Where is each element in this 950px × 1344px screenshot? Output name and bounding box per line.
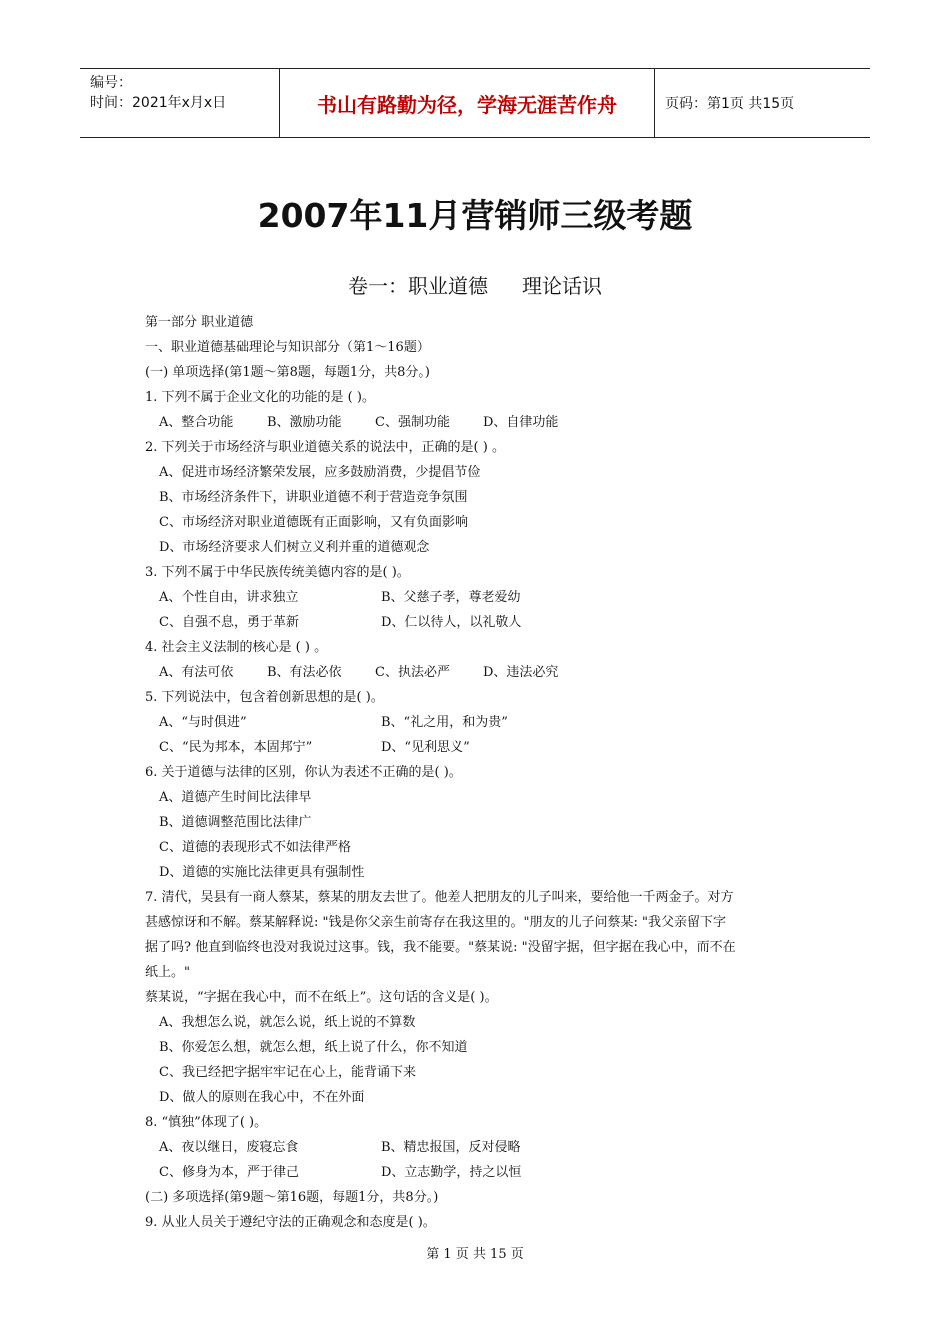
question-7-text: 纸上。" xyxy=(145,965,190,980)
question-8-options xyxy=(145,1135,810,1160)
question-5-options xyxy=(145,710,810,735)
option: A、个性自由，讲求独立 xyxy=(159,590,299,605)
section-subheading: 一、职业道德基础理论与知识部分（第1～16题） xyxy=(145,340,430,355)
option: C、修身为本，严于律己 xyxy=(159,1165,299,1180)
question-group-heading: (一) 单项选择(第1题～第8题，每题1分，共8分。) xyxy=(145,365,431,380)
option: A、我想怎么说，就怎么说，纸上说的不算数 xyxy=(159,1015,416,1030)
header-meta xyxy=(80,69,280,137)
option: B、“礼之用，和为贵” xyxy=(381,715,508,730)
question-8-options xyxy=(145,1160,810,1185)
question-1-options xyxy=(145,410,810,435)
option: C、我已经把字据牢牢记在心上，能背诵下来 xyxy=(159,1065,416,1080)
option: D、自律功能 xyxy=(483,415,559,430)
question-7-text: 7. 清代，吴县有一商人蔡某，蔡某的朋友去世了。他差人把朋友的儿子叫来，要给他一千两金子。对方 xyxy=(145,890,734,905)
document-subtitle xyxy=(0,270,950,299)
question-9: 9. 从业人员关于遵纪守法的正确观念和态度是( )。 xyxy=(145,1215,436,1230)
option: C、执法必严 xyxy=(375,665,450,680)
subtitle-left: 卷一：职业道德 xyxy=(348,274,488,298)
question-6: 6. 关于道德与法律的区别，你认为表述不正确的是( )。 xyxy=(145,765,462,780)
question-3-options xyxy=(145,610,810,635)
option: A、整合功能 xyxy=(159,415,234,430)
option: A、道德产生时间比法律早 xyxy=(159,790,312,805)
question-1: 1. 下列不属于企业文化的功能的是 ( )。 xyxy=(145,390,375,405)
question-group-heading: (二) 多项选择(第9题～第16题，每题1分，共8分。) xyxy=(145,1190,439,1205)
header-motto: 书山有路勤为径，学海无涯苦作舟 xyxy=(280,69,655,137)
section-heading: 第一部分 职业道德 xyxy=(145,315,254,330)
question-3: 3. 下列不属于中华民族传统美德内容的是( )。 xyxy=(145,565,410,580)
question-4-options xyxy=(145,660,810,685)
option: B、你爱怎么想，就怎么想，纸上说了什么，你不知道 xyxy=(159,1040,468,1055)
option: A、有法可依 xyxy=(159,665,234,680)
option: B、道德调整范围比法律广 xyxy=(159,815,312,830)
option: A、夜以继日，废寝忘食 xyxy=(159,1140,299,1155)
question-5-options xyxy=(145,735,810,760)
question-4: 4. 社会主义法制的核心是 ( ) 。 xyxy=(145,640,328,655)
question-7-text: 甚感惊讶和不解。蔡某解释说: "钱是你父亲生前寄存在我这里的。"朋友的儿子问蔡某: "我父亲留下字 xyxy=(145,915,726,930)
option: D、违法必究 xyxy=(483,665,559,680)
page-footer: 第 1 页 共 15 页 xyxy=(426,1247,524,1262)
option: C、自强不息，勇于革新 xyxy=(159,615,299,630)
option: C、市场经济对职业道德既有正面影响，又有负面影响 xyxy=(159,515,468,530)
option: B、精忠报国，反对侵略 xyxy=(381,1140,521,1155)
header-time: 时间：2021年x月x日 xyxy=(90,95,227,111)
question-3-options xyxy=(145,585,810,610)
question-7-text: 据了吗? 他直到临终也没对我说过这事。钱，我不能要。"蔡某说: "没留字据，但字据在我心中，而不在 xyxy=(145,940,736,955)
option: D、“见利思义” xyxy=(381,740,470,755)
question-7: 蔡某说，“字据在我心中，而不在纸上”。这句话的含义是( )。 xyxy=(145,990,498,1005)
option: D、市场经济要求人们树立义利并重的道德观念 xyxy=(159,540,430,555)
document-body xyxy=(145,310,810,1235)
document-title: 2007年11月营销师三级考题 xyxy=(257,196,693,235)
option: D、仁以待人，以礼敬人 xyxy=(381,615,522,630)
option: D、立志勤学，持之以恒 xyxy=(381,1165,522,1180)
option: D、做人的原则在我心中，不在外面 xyxy=(159,1090,365,1105)
option: C、强制功能 xyxy=(375,415,450,430)
option: C、“民为邦本，本固邦宁” xyxy=(159,740,313,755)
option: B、父慈子孝，尊老爱幼 xyxy=(381,590,521,605)
option: C、道德的表现形式不如法律严格 xyxy=(159,840,351,855)
question-5: 5. 下列说法中，包含着创新思想的是( )。 xyxy=(145,690,384,705)
question-2: 2. 下列关于市场经济与职业道德关系的说法中，正确的是( ) 。 xyxy=(145,440,505,455)
question-8: 8. “慎独”体现了( )。 xyxy=(145,1115,268,1130)
header-page-info: 页码：第1页 共15页 xyxy=(665,96,795,112)
header-number: 编号： xyxy=(90,75,132,91)
page-header xyxy=(80,68,870,138)
option: B、市场经济条件下，讲职业道德不利于营造竞争氛围 xyxy=(159,490,468,505)
option: A、“与时俱进” xyxy=(159,715,247,730)
option: A、促进市场经济繁荣发展，应多鼓励消费，少提倡节俭 xyxy=(159,465,481,480)
option: B、有法必依 xyxy=(267,665,342,680)
option: D、道德的实施比法律更具有强制性 xyxy=(159,865,365,880)
option: B、激励功能 xyxy=(267,415,342,430)
subtitle-right: 理论话识 xyxy=(522,274,602,298)
